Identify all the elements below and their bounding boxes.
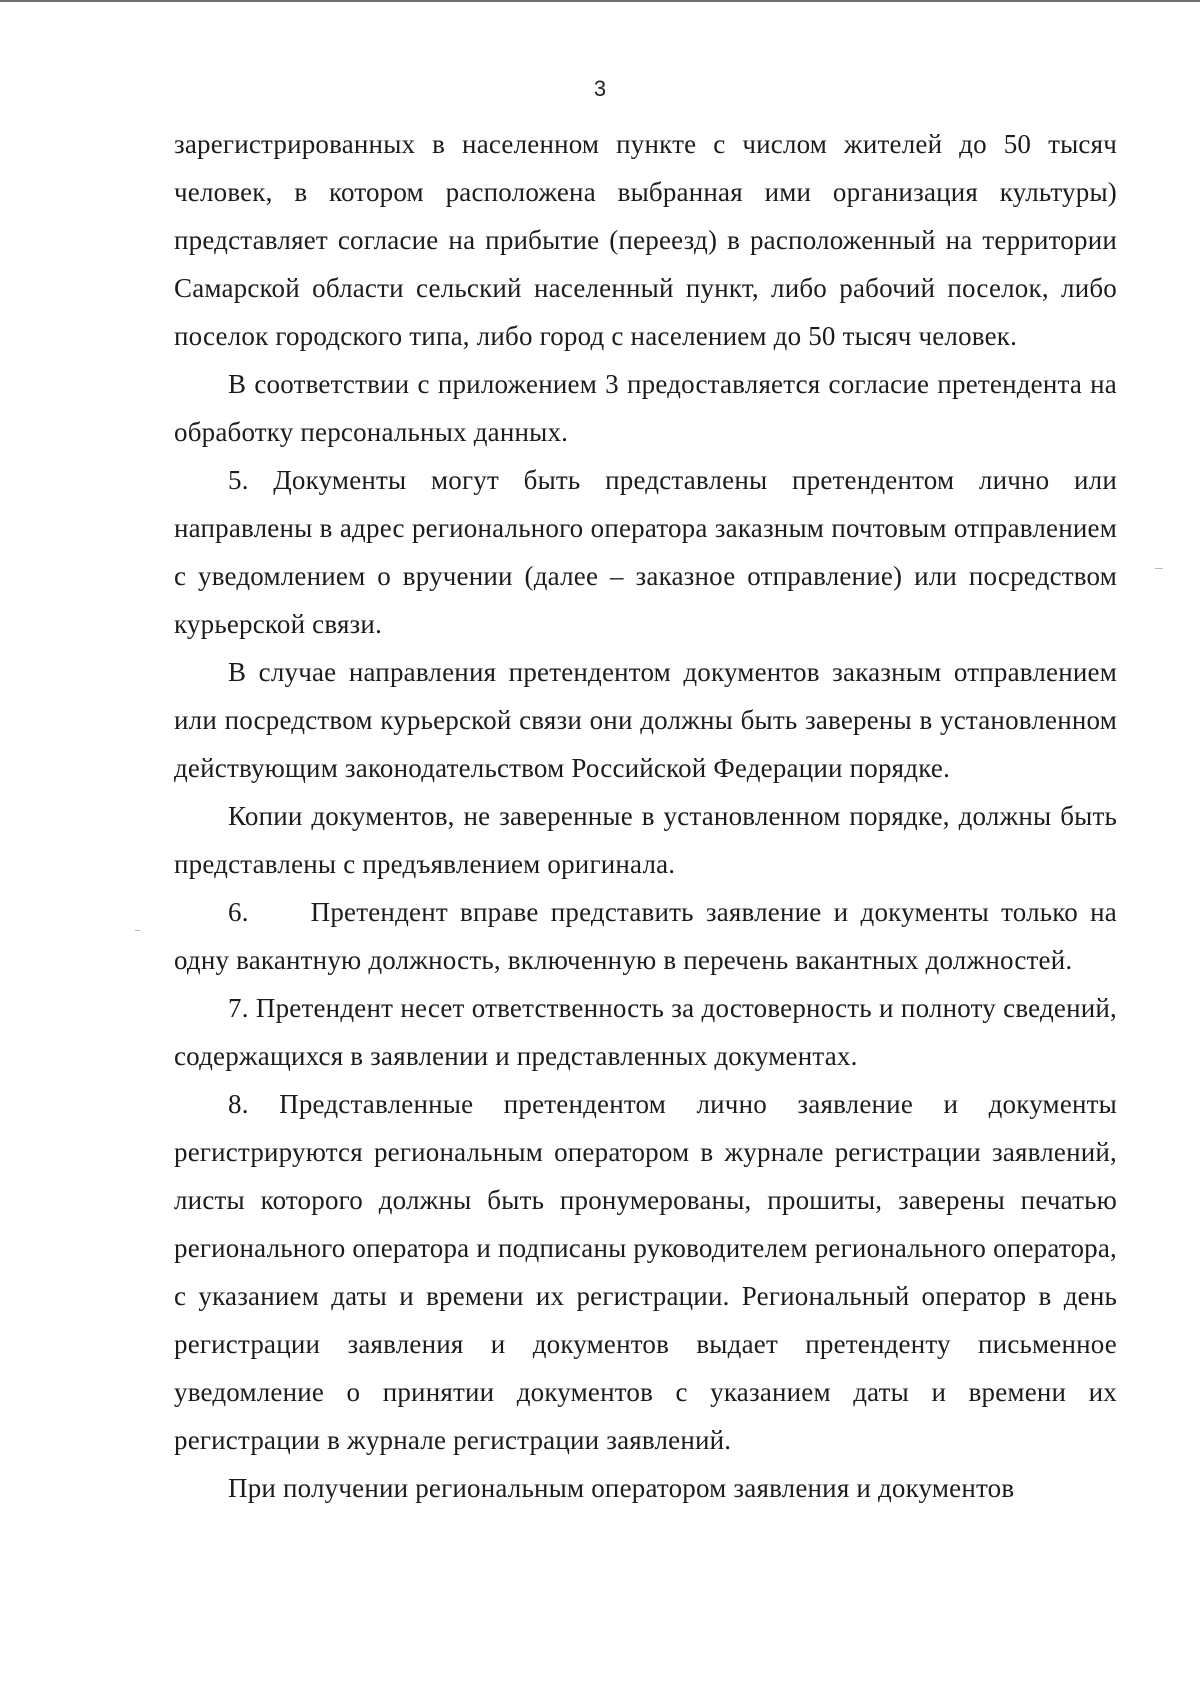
item-text: Претендент вправе представить заявление и документы только на одну вакантную должность, включенную в перечень вакантных должностей. <box>174 897 1117 975</box>
item-number: 6. <box>228 897 249 927</box>
paragraph-copies: Копии документов, не заверенные в установленном порядке, должны быть представлены с предъявлением оригинала. <box>174 801 1117 879</box>
paragraph-item-8: 8. Представленные претендентом лично заявление и документы регистрируются региональным оператором в журнале регистрации заявлений, листы которого должны быть пронумерованы, прошиты, заверены печатью регионального оператора и подписаны руководителем регионального оператора, с указанием даты и времени их регистрации. Региональный оператор в день регистрации заявления и документов выдает претенденту письменное уведомление о принятии документов с указанием даты и времени их регистрации в журнале регистрации заявлений. <box>174 1089 1117 1455</box>
scan-speck <box>1155 568 1163 569</box>
paragraph-consent: В соответствии с приложением 3 предоставляется согласие претендента на обработку персональных данных. <box>174 369 1117 447</box>
page-number: 3 <box>593 76 607 101</box>
scan-speck <box>135 930 140 931</box>
paragraph-item-5: 5. Документы могут быть представлены претендентом лично или направлены в адрес регионального оператора заказным почтовым отправлением с уведомлением о вручении (далее – заказное отправление) или посредством курьерской связи. <box>174 465 1117 639</box>
paragraph-continuation: зарегистрированных в населенном пункте с числом жителей до 50 тысяч человек, в котором расположена выбранная ими организация культуры) представляет согласие на прибытие (переезд) в расположенный на территории Самарской области сельский населенный пункт, либо рабочий поселок, либо поселок городского типа, либо город с населением до 50 тысяч человек. <box>174 129 1117 351</box>
paragraph-registered-mail: В случае направления претендентом документов заказным отправлением или посредством курьерской связи они должны быть заверены в установленном действующим законодательством Российской Федерации порядке. <box>174 657 1117 783</box>
paragraph-final: При получении региональным оператором заявления и документов <box>228 1473 1015 1503</box>
paragraph-item-7: 7. Претендент несет ответственность за достоверность и полноту сведений, содержащихся в заявлении и представленных документах. <box>174 993 1117 1071</box>
paragraph-item-6 <box>174 888 1117 984</box>
document-body <box>174 120 1117 1512</box>
scan-top-edge <box>0 0 1200 2</box>
